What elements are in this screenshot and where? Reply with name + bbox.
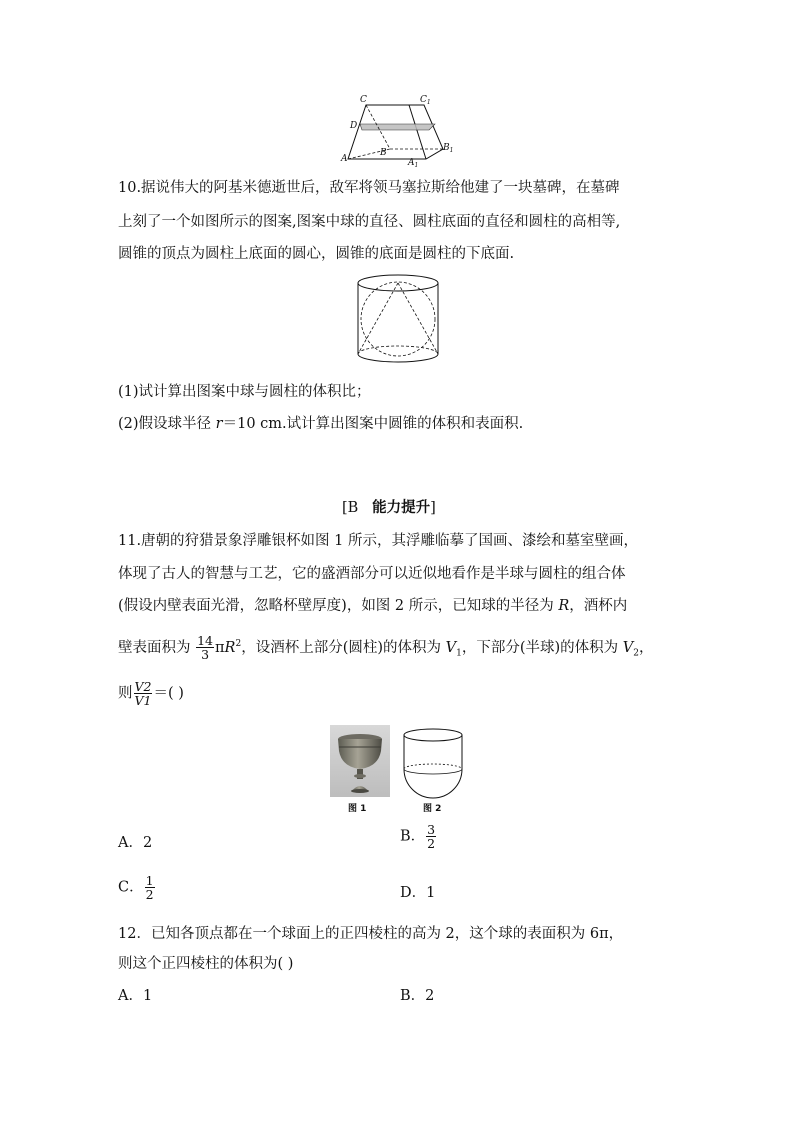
q11-line-4: 壁表面积为 $\frac{14}{3}$ $\pi R^2$，设酒杯上部分(圆柱)的体积为 $V_1$，下部分(半球)的体积为 $V_2$， bbox=[118, 633, 654, 663]
label-b: B bbox=[380, 148, 387, 158]
label-b1-sub: 1 bbox=[449, 147, 454, 154]
q10-line-2: 上刻了一个如图所示的图案,图案中球的直径、圆柱底面的直径和圆柱的高相等, bbox=[118, 214, 621, 230]
svg-text:A1 bbox=[407, 158, 418, 169]
q10-part-1: (1)试计算出图案中球与圆柱的体积比； bbox=[118, 384, 371, 400]
label-a1: A bbox=[408, 158, 415, 168]
q10-line-3: 圆锥的顶点为圆柱上底面的圆心，圆锥的底面是圆柱的下底面. bbox=[118, 246, 515, 262]
q11-line-2: 体现了古人的智慧与工艺，它的盛酒部分可以近似地看作是半球与圆柱的组合体 bbox=[118, 566, 626, 582]
svg-text:B1 bbox=[442, 143, 453, 154]
cup-diagram bbox=[400, 727, 466, 799]
q11-line-5: 则 $\frac{V2}{V1}$ ＝( ) bbox=[118, 679, 184, 708]
q11-option-d[interactable]: D．1 bbox=[400, 885, 436, 901]
fraction-14-3: $\frac{14}{3}$ bbox=[197, 633, 214, 663]
fig1-caption: 图 1 bbox=[348, 804, 367, 814]
label-d: D bbox=[350, 121, 358, 131]
cylinder-sphere-cone-figure bbox=[350, 270, 450, 370]
label-c1: C bbox=[420, 95, 427, 105]
q12-option-a[interactable]: A．1 bbox=[118, 988, 153, 1004]
q11-option-a[interactable]: A．2 bbox=[118, 835, 153, 851]
section-heading: [B 能力提升] bbox=[342, 499, 436, 516]
q10-line-1: 10.据说伟大的阿基米德逝世后，敌军将领马塞拉斯给他建了一块墓碑，在墓碑 bbox=[118, 180, 620, 196]
q11-option-c[interactable]: C． $\frac{1}{2}$ bbox=[118, 873, 154, 902]
q12-line-1: 12．已知各顶点都在一个球面上的正四棱柱的高为 2，这个球的表面积为 6π， bbox=[118, 926, 624, 942]
q11-line-3: (假设内壁表面光滑，忽略杯壁厚度)，如图 2 所示，已知球的半径为 R，酒杯内 bbox=[118, 598, 628, 614]
label-b1: B bbox=[443, 143, 450, 153]
fraction-v2-v1: $\frac{V2}{V1}$ bbox=[134, 679, 152, 708]
silver-cup-photo bbox=[330, 725, 390, 797]
fig2-caption: 图 2 bbox=[423, 804, 442, 814]
label-a: A bbox=[341, 154, 348, 164]
q11-option-b[interactable]: B． $\frac{3}{2}$ bbox=[400, 822, 436, 851]
q12-option-b[interactable]: B．2 bbox=[400, 988, 435, 1004]
q11-line-1: 11.唐朝的狩猎景象浮雕银杯如图 1 所示，其浮雕临摹了国画、漆绘和墓室壁画， bbox=[118, 533, 639, 549]
q10-part-2: (2)假设球半径 r＝10 cm.试计算出图案中圆锥的体积和表面积. bbox=[118, 416, 524, 432]
prism-figure bbox=[340, 92, 460, 170]
label-a1-sub: 1 bbox=[414, 162, 419, 169]
label-c1-sub: 1 bbox=[426, 99, 431, 106]
svg-text:C1 bbox=[420, 95, 431, 106]
label-c: C bbox=[360, 95, 367, 105]
q12-line-2: 则这个正四棱柱的体积为( ) bbox=[118, 956, 294, 972]
